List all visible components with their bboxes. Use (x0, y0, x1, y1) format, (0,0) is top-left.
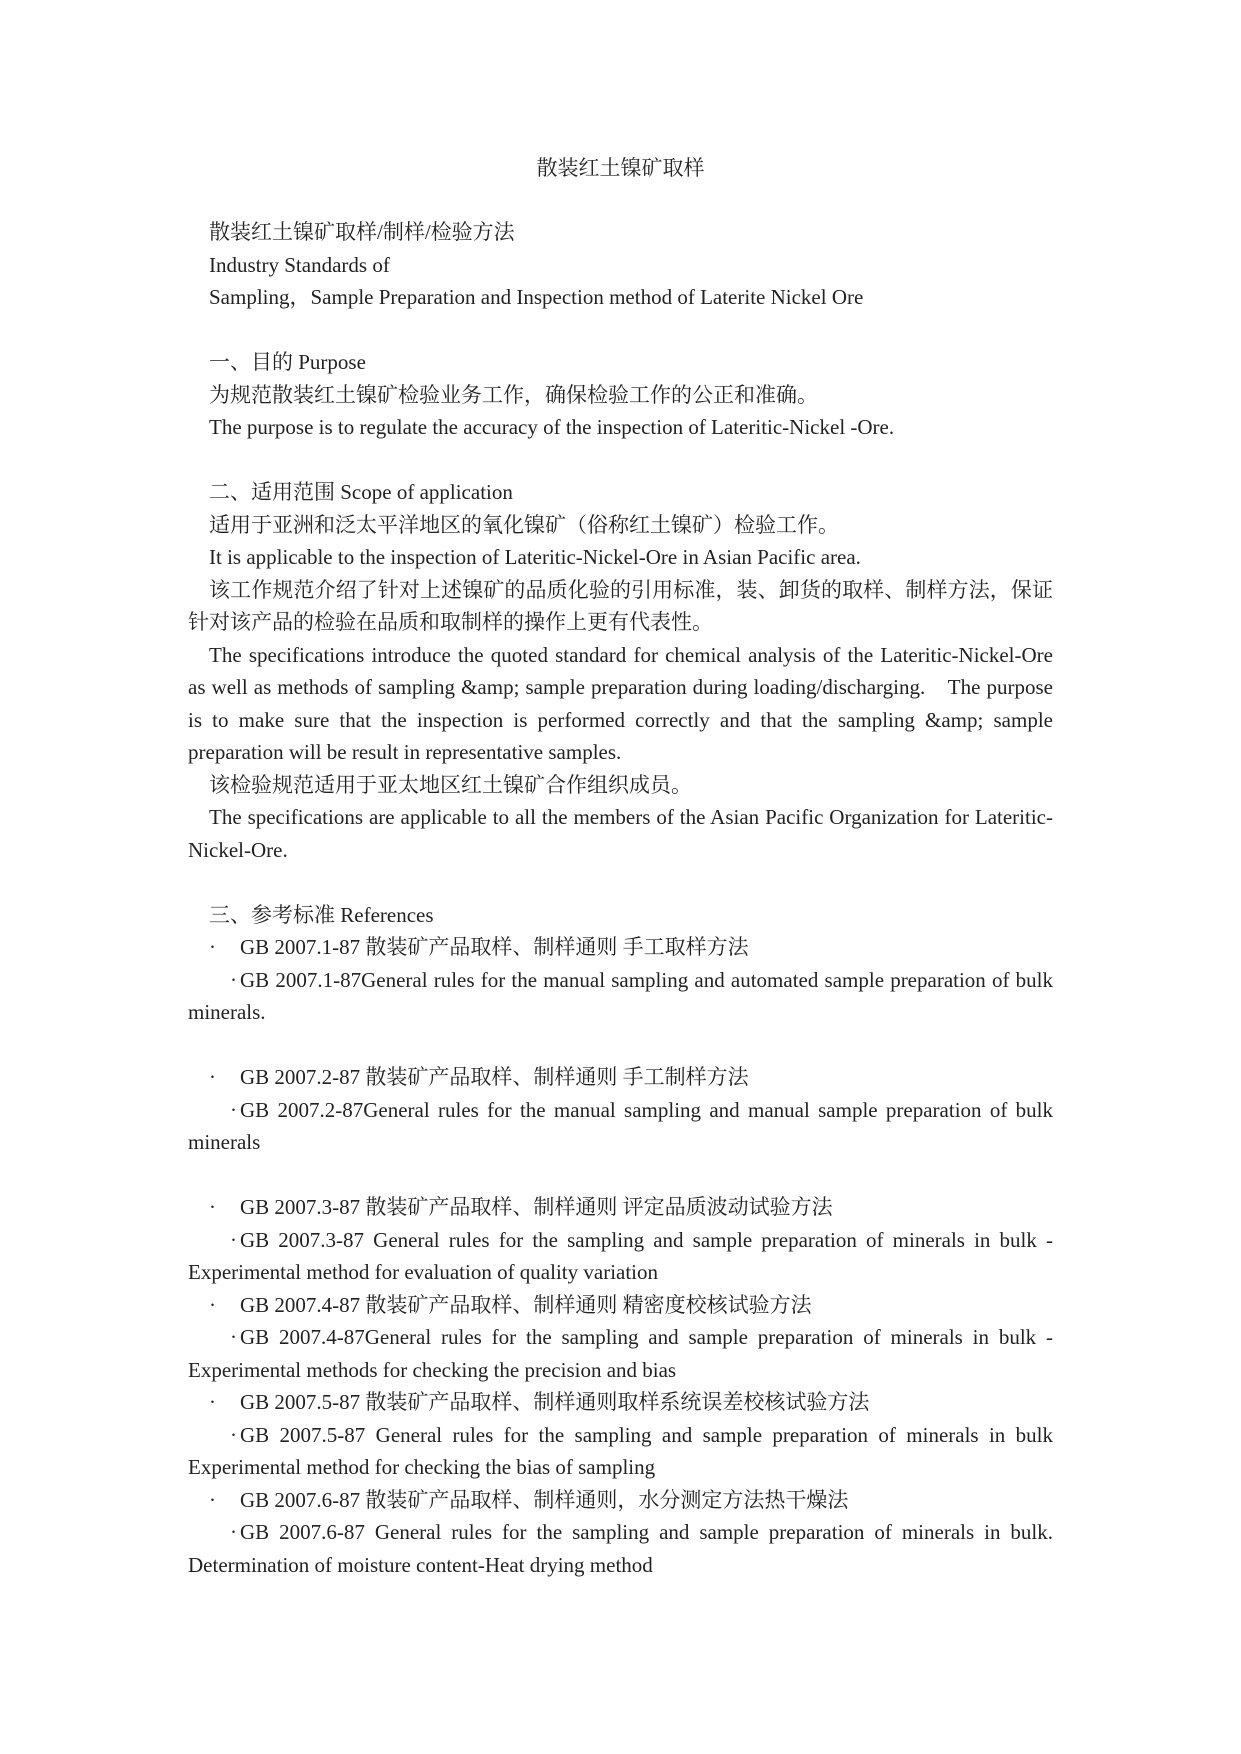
subtitle-en-line2: Sampling，Sample Preparation and Inspection method of Laterite Nickel Ore (209, 285, 864, 309)
spacer (188, 1029, 1053, 1062)
reference-item-en: · GB 2007.5-87 General rules for the sampling and sample preparation of minerals in bulk Experimental method for checking the bias of sampling (188, 1419, 1053, 1484)
bullet-icon: · (209, 1065, 216, 1089)
reference-item-en: · GB 2007.3-87 General rules for the sampling and sample preparation of minerals in bulk - Experimental method for evaluation of quality variation (188, 1224, 1053, 1289)
bullet-icon: · (230, 1520, 237, 1544)
reference-item-zh: · GB 2007.4-87 散装矿产品取样、制样通则 精密度校核试验方法 (188, 1289, 1053, 1322)
scope-zh-3: 该检验规范适用于亚太地区红土镍矿合作组织成员。 (209, 772, 692, 797)
bullet-icon: · (230, 1097, 237, 1122)
reference-item-zh: · GB 2007.5-87 散装矿产品取样、制样通则取样系统误差校核试验方法 (188, 1386, 1053, 1419)
reference-item-en: · GB 2007.1-87General rules for the manual sampling and automated sample preparation of bulk minerals. (188, 964, 1053, 1029)
reference-item-zh: · GB 2007.6-87 散装矿产品取样、制样通则，水分测定方法热干燥法 (188, 1484, 1053, 1517)
bullet-icon: · (230, 1422, 237, 1447)
subtitle-en-line1: Industry Standards of (209, 252, 390, 277)
scope-zh-1: 适用于亚洲和泛太平洋地区的氧化镍矿（俗称红土镍矿）检验工作。 (209, 512, 839, 537)
purpose-en: The purpose is to regulate the accuracy of the inspection of Lateritic-Nickel -Ore. (209, 415, 895, 439)
bullet-icon: · (230, 1325, 237, 1349)
scope-en-3: The specifications are applicable to all the members of the Asian Pacific Organization for Lateritic-Nickel-Ore. (188, 805, 1053, 862)
reference-item-en: · GB 2007.2-87General rules for the manual sampling and manual sample preparation of bulk minerals (188, 1094, 1053, 1159)
bullet-icon: · (230, 1227, 237, 1252)
bullet-icon: · (209, 1292, 216, 1317)
purpose-heading: 一、目的 Purpose (209, 350, 366, 374)
subtitle-zh: 散装红土镍矿取样/制样/检验方法 (209, 220, 515, 244)
spacer (188, 866, 1053, 899)
scope-zh-2: 该工作规范介绍了针对上述镍矿的品质化验的引用标准，装、卸货的取样、制样方法，保证针对该产品的检验在品质和取制样的操作上更有代表性。 (188, 577, 1053, 634)
reference-item-zh: · GB 2007.1-87 散装矿产品取样、制样通则 手工取样方法 (188, 931, 1053, 964)
bullet-icon: · (209, 935, 216, 959)
references-heading: 三、参考标准 References (209, 902, 434, 927)
scope-en-1: It is applicable to the inspection of Lateritic-Nickel-Ore in Asian Pacific area. (209, 545, 861, 569)
bullet-icon: · (209, 1487, 216, 1512)
purpose-zh: 为规范散装红土镍矿检验业务工作，确保检验工作的公正和准确。 (209, 382, 818, 407)
reference-item-zh: · GB 2007.3-87 散装矿产品取样、制样通则 评定品质波动试验方法 (188, 1191, 1053, 1224)
spacer (188, 314, 1053, 347)
bullet-icon: · (209, 1195, 216, 1219)
document-title: 散装红土镍矿取样 (536, 156, 705, 180)
reference-item-en: · GB 2007.6-87 General rules for the sampling and sample preparation of minerals in bulk. Determination of moisture content-Heat drying method (188, 1516, 1053, 1581)
document-body (188, 216, 1053, 1581)
reference-item-en: · GB 2007.4-87General rules for the sampling and sample preparation of minerals in bulk - Experimental methods for checking the precision and bias (188, 1321, 1053, 1386)
bullet-icon: · (230, 967, 237, 992)
scope-heading: 二、适用范围 Scope of application (209, 480, 513, 504)
scope-en-2: The specifications introduce the quoted standard for chemical analysis of the Lateritic-Nickel-Ore as well as methods of sampling &amp; sample preparation during loading/discharging. The purpose is to make sure that the inspection is performed correctly and that the sampling &amp; sample preparation will be result in representative samples. (188, 642, 1053, 764)
spacer (188, 444, 1053, 477)
spacer (188, 1159, 1053, 1192)
reference-item-zh: · GB 2007.2-87 散装矿产品取样、制样通则 手工制样方法 (188, 1061, 1053, 1094)
bullet-icon: · (209, 1390, 216, 1414)
